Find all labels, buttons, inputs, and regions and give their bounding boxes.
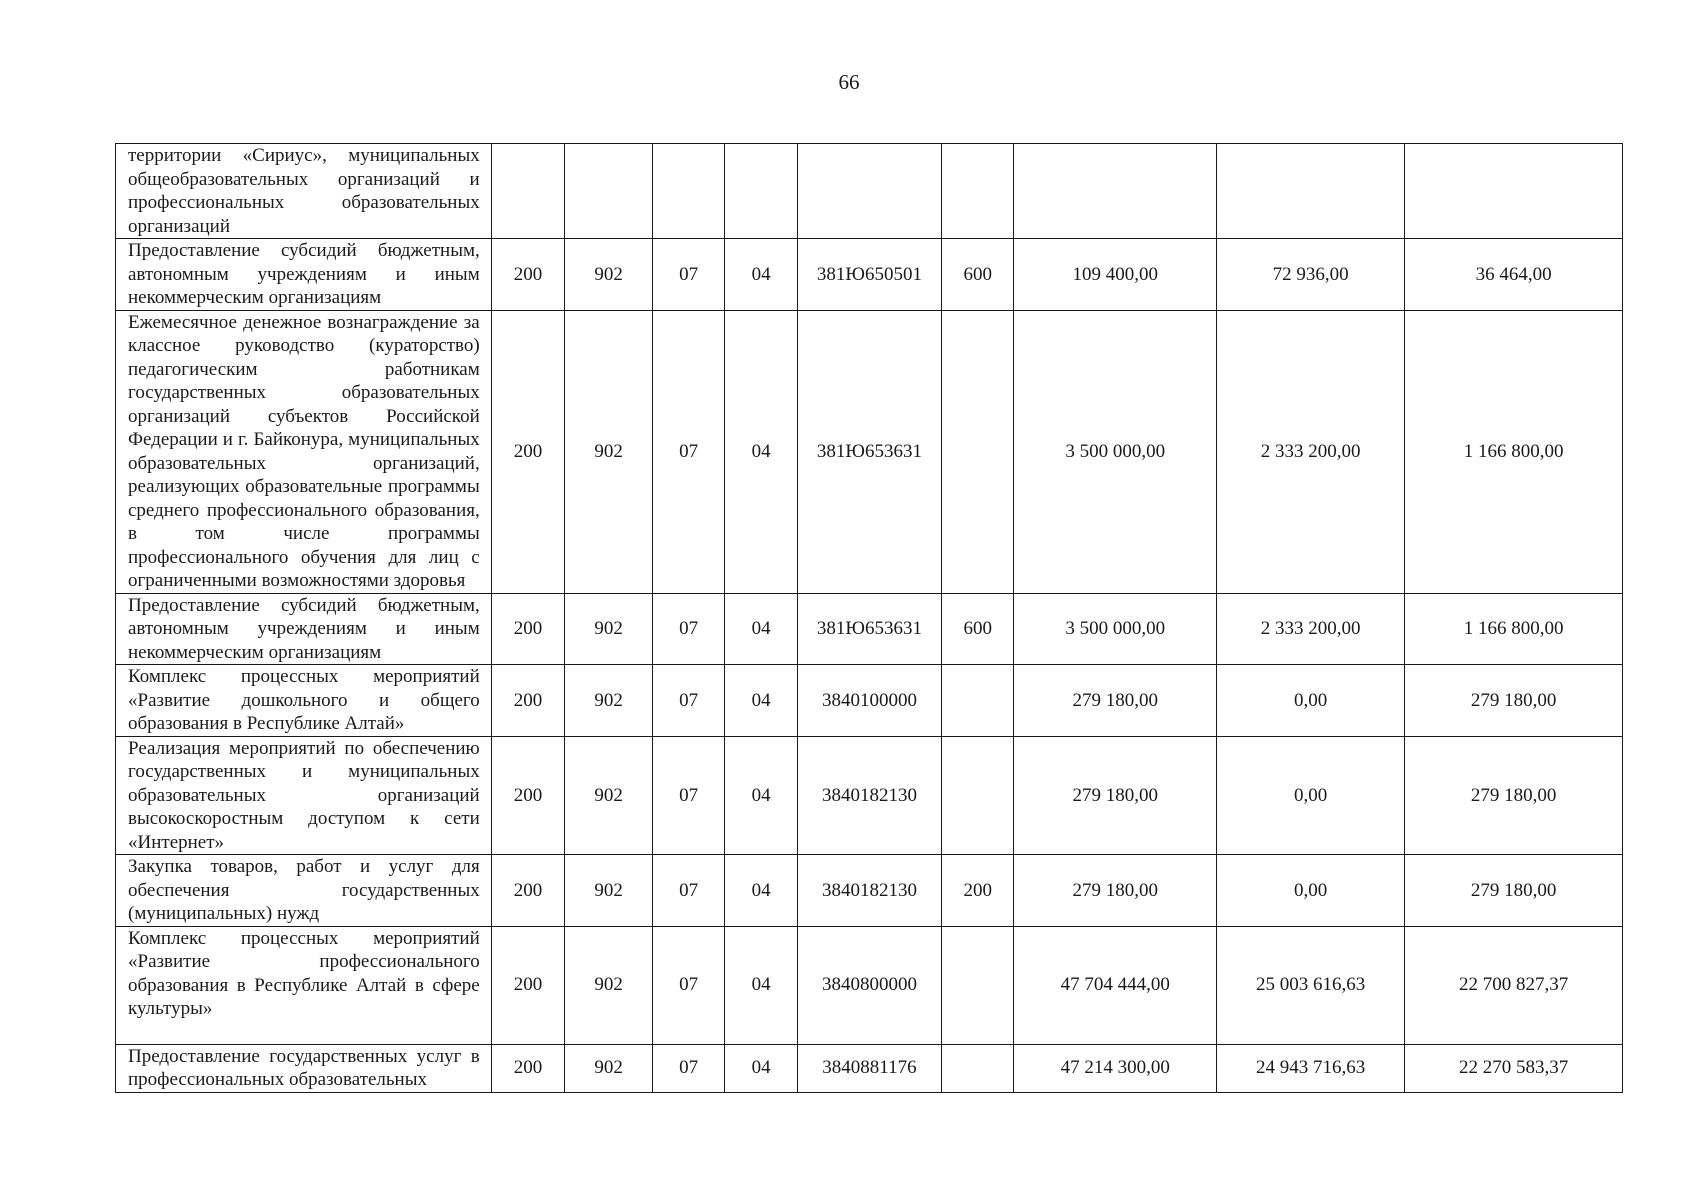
cell-col7: 279 180,00	[1014, 736, 1216, 855]
budget-table	[115, 143, 1623, 1093]
table-row	[116, 239, 1623, 311]
cell-col6: 200	[941, 855, 1014, 927]
cell-col8: 25 003 616,63	[1216, 926, 1404, 1044]
table-row	[116, 310, 1623, 593]
cell-col6	[941, 310, 1014, 593]
row-description: Предоставление субсидий бюджетным, автономным учреждениям и иным некоммерческим организациям	[116, 239, 492, 311]
row-description: Предоставление государственных услуг в профессиональных образовательных	[116, 1044, 492, 1092]
cell-col7: 279 180,00	[1014, 855, 1216, 927]
cell-col9: 279 180,00	[1405, 665, 1623, 737]
cell-col1: 200	[491, 593, 565, 665]
cell-col9: 279 180,00	[1405, 736, 1623, 855]
cell-col2: 902	[565, 1044, 653, 1092]
cell-col7: 3 500 000,00	[1014, 310, 1216, 593]
cell-col7: 109 400,00	[1014, 239, 1216, 311]
cell-col1: 200	[491, 665, 565, 737]
cell-col4: 04	[725, 310, 798, 593]
cell-col8: 2 333 200,00	[1216, 593, 1404, 665]
cell-col6	[941, 665, 1014, 737]
cell-col9: 22 270 583,37	[1405, 1044, 1623, 1092]
cell-col5: 3840100000	[797, 665, 941, 737]
row-description: территории «Сириус», муниципальных общеобразовательных организаций и профессиональных образовательных организаций	[116, 144, 492, 239]
cell-col6: 600	[941, 239, 1014, 311]
cell-col5: 381Ю650501	[797, 239, 941, 311]
cell-col4: 04	[725, 239, 798, 311]
table-row	[116, 593, 1623, 665]
row-description: Ежемесячное денежное вознаграждение за классное руководство (кураторство) педагогическим работникам государственных образовательных организаций субъектов Российской Федерации и г. Байконура, муниципальных образовательных организаций, реализующих образовательные программы среднего профессионального образования, в том числе программы профессионального обучения для лиц с ограниченными возможностями здоровья	[116, 310, 492, 593]
cell-col9: 279 180,00	[1405, 855, 1623, 927]
cell-col7	[1014, 144, 1216, 239]
cell-col8: 0,00	[1216, 855, 1404, 927]
cell-col7: 3 500 000,00	[1014, 593, 1216, 665]
cell-col4: 04	[725, 593, 798, 665]
table-row	[116, 1044, 1623, 1092]
cell-col3: 07	[652, 1044, 725, 1092]
cell-col3: 07	[652, 665, 725, 737]
cell-col4	[725, 144, 798, 239]
cell-col3: 07	[652, 855, 725, 927]
cell-col9: 22 700 827,37	[1405, 926, 1623, 1044]
cell-col1: 200	[491, 1044, 565, 1092]
cell-col7: 47 214 300,00	[1014, 1044, 1216, 1092]
table-row	[116, 665, 1623, 737]
cell-col5: 3840182130	[797, 736, 941, 855]
cell-col3	[652, 144, 725, 239]
row-description: Комплекс процессных мероприятий «Развитие дошкольного и общего образования в Республике Алтай»	[116, 665, 492, 737]
cell-col5: 381Ю653631	[797, 593, 941, 665]
cell-col5: 3840881176	[797, 1044, 941, 1092]
cell-col2: 902	[565, 926, 653, 1044]
cell-col8	[1216, 144, 1404, 239]
row-description: Закупка товаров, работ и услуг для обеспечения государственных (муниципальных) нужд	[116, 855, 492, 927]
cell-col4: 04	[725, 926, 798, 1044]
cell-col1: 200	[491, 855, 565, 927]
cell-col7: 47 704 444,00	[1014, 926, 1216, 1044]
cell-col6	[941, 1044, 1014, 1092]
cell-col2: 902	[565, 665, 653, 737]
cell-col9: 36 464,00	[1405, 239, 1623, 311]
cell-col5: 381Ю653631	[797, 310, 941, 593]
cell-col7: 279 180,00	[1014, 665, 1216, 737]
table-row	[116, 144, 1623, 239]
cell-col8: 0,00	[1216, 736, 1404, 855]
cell-col1: 200	[491, 239, 565, 311]
cell-col8: 0,00	[1216, 665, 1404, 737]
cell-col2: 902	[565, 239, 653, 311]
cell-col9: 1 166 800,00	[1405, 310, 1623, 593]
cell-col3: 07	[652, 239, 725, 311]
cell-col8: 24 943 716,63	[1216, 1044, 1404, 1092]
cell-col2: 902	[565, 855, 653, 927]
cell-col5: 3840800000	[797, 926, 941, 1044]
cell-col3: 07	[652, 736, 725, 855]
cell-col4: 04	[725, 855, 798, 927]
cell-col2: 902	[565, 310, 653, 593]
cell-col3: 07	[652, 926, 725, 1044]
table-row	[116, 736, 1623, 855]
table-row	[116, 926, 1623, 1044]
cell-col8: 2 333 200,00	[1216, 310, 1404, 593]
cell-col2: 902	[565, 736, 653, 855]
cell-col1: 200	[491, 310, 565, 593]
row-description: Реализация мероприятий по обеспечению государственных и муниципальных образовательных организаций высокоскоростным доступом к сети «Интернет»	[116, 736, 492, 855]
cell-col3: 07	[652, 310, 725, 593]
row-description: Предоставление субсидий бюджетным, автономным учреждениям и иным некоммерческим организациям	[116, 593, 492, 665]
cell-col4: 04	[725, 1044, 798, 1092]
cell-col6: 600	[941, 593, 1014, 665]
row-description: Комплекс процессных мероприятий «Развитие профессионального образования в Республике Алтай в сфере культуры»	[116, 926, 492, 1044]
cell-col8: 72 936,00	[1216, 239, 1404, 311]
cell-col1: 200	[491, 926, 565, 1044]
cell-col4: 04	[725, 736, 798, 855]
cell-col9	[1405, 144, 1623, 239]
cell-col2	[565, 144, 653, 239]
cell-col2: 902	[565, 593, 653, 665]
cell-col9: 1 166 800,00	[1405, 593, 1623, 665]
cell-col5	[797, 144, 941, 239]
cell-col6	[941, 144, 1014, 239]
page-number: 66	[838, 70, 860, 94]
cell-col3: 07	[652, 593, 725, 665]
cell-col4: 04	[725, 665, 798, 737]
cell-col6	[941, 736, 1014, 855]
cell-col5: 3840182130	[797, 855, 941, 927]
cell-col1	[491, 144, 565, 239]
cell-col6	[941, 926, 1014, 1044]
table-row	[116, 855, 1623, 927]
cell-col1: 200	[491, 736, 565, 855]
